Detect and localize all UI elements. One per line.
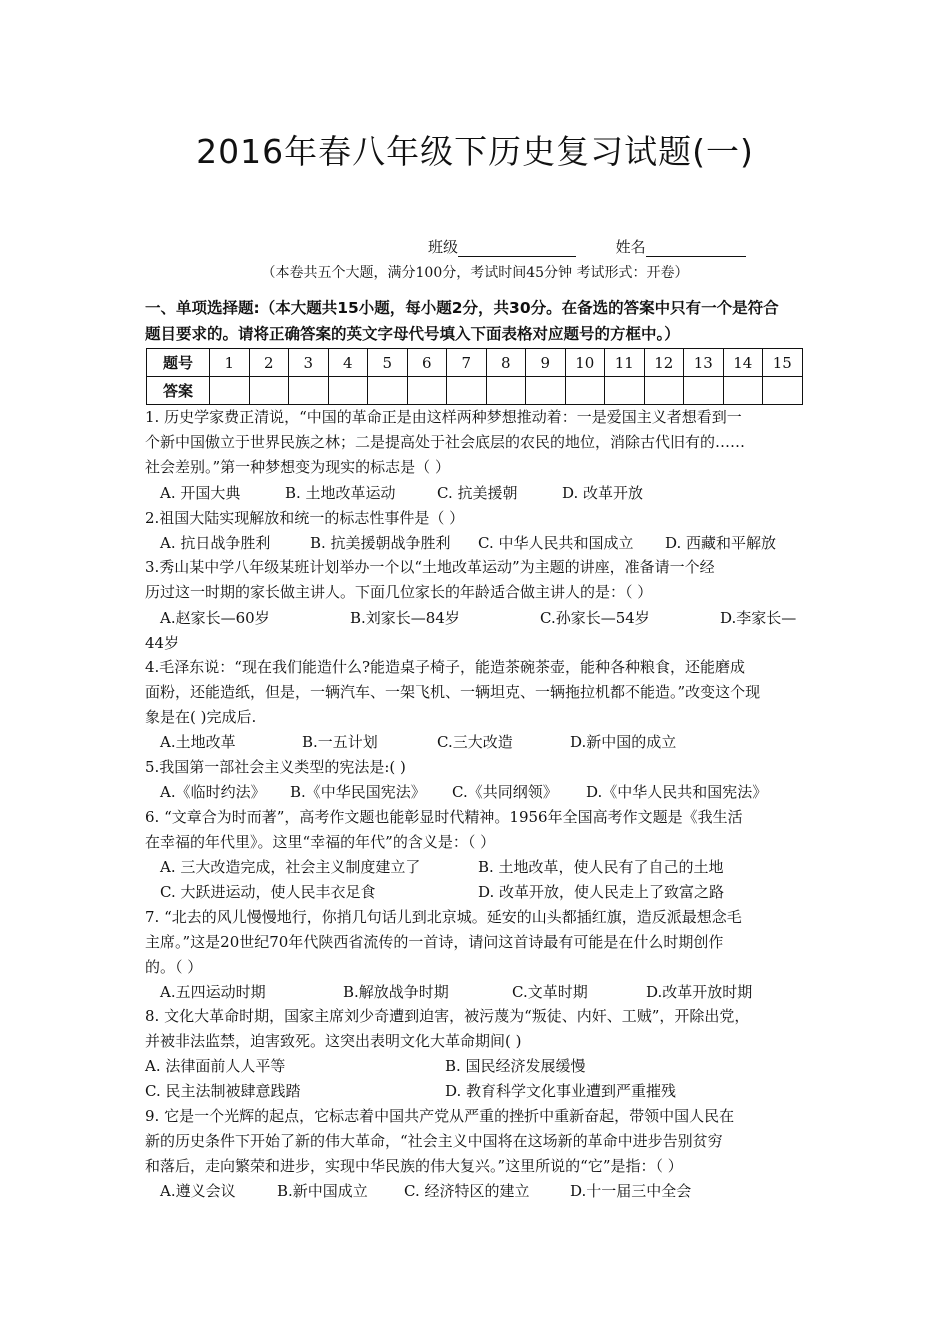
option-d: D.新中国的成立 bbox=[570, 733, 677, 751]
question-9-line: 9. 它是一个光辉的起点，它标志着中国共产党从严重的挫折中重新奋起，带领中国人民在 bbox=[145, 1107, 735, 1125]
question-2-line: 2.祖国大陆实现解放和统一的标志性事件是（ ） bbox=[145, 509, 465, 527]
answer-cell[interactable] bbox=[684, 377, 724, 405]
option-d: D.《中华人民共和国宪法》 bbox=[586, 783, 768, 801]
question-7-line: 的。（ ） bbox=[145, 958, 203, 976]
question-number: 15 bbox=[763, 349, 803, 377]
question-number: 9 bbox=[526, 349, 566, 377]
option-a: A. 三大改造完成，社会主义制度建立了 bbox=[160, 858, 421, 876]
option-c: C. 中华人民共和国成立 bbox=[478, 534, 634, 552]
option-b: B.刘家长—84岁 bbox=[350, 609, 460, 627]
option-c: C.孙家长—54岁 bbox=[540, 609, 650, 627]
option-a: A. 抗日战争胜利 bbox=[160, 534, 271, 552]
question-number: 10 bbox=[565, 349, 605, 377]
page-title: 2016年春八年级下历史复习试题(一) bbox=[196, 132, 754, 171]
answer-cell[interactable] bbox=[723, 377, 763, 405]
question-3-line: 3.秀山某中学八年级某班计划举办一个以“土地改革运动”为主题的讲座，准备请一个经 bbox=[145, 558, 715, 576]
question-number: 14 bbox=[723, 349, 763, 377]
answer-table-number-row bbox=[147, 349, 803, 377]
answer-cell[interactable] bbox=[328, 377, 368, 405]
question-number: 7 bbox=[447, 349, 487, 377]
option-d: D. 西藏和平解放 bbox=[665, 534, 777, 552]
option-b: B.《中华民国宪法》 bbox=[290, 783, 426, 801]
question-number: 6 bbox=[407, 349, 447, 377]
option-b: B. 抗美援朝战争胜利 bbox=[310, 534, 451, 552]
answer-cell[interactable] bbox=[249, 377, 289, 405]
option-b: B.新中国成立 bbox=[277, 1182, 368, 1200]
option-a: A.五四运动时期 bbox=[160, 983, 266, 1001]
option-d: D.李家长— bbox=[720, 609, 797, 627]
option-b: B. 土地改革，使人民有了自己的土地 bbox=[478, 858, 724, 876]
option-d: D. 改革开放，使人民走上了致富之路 bbox=[478, 883, 725, 901]
class-label: 班级 bbox=[428, 238, 459, 256]
option-c: C.三大改造 bbox=[437, 733, 513, 751]
name-label: 姓名 bbox=[615, 238, 646, 256]
option-c: C.文革时期 bbox=[512, 983, 588, 1001]
answer-table-answer-row bbox=[147, 377, 803, 405]
question-number: 2 bbox=[249, 349, 289, 377]
question-9-line: 新的历史条件下开始了新的伟大革命，“社会主义中国将在这场新的革命中进步告别贫穷 bbox=[145, 1132, 723, 1150]
option-c: C.《共同纲领》 bbox=[452, 783, 558, 801]
answer-cell[interactable] bbox=[210, 377, 250, 405]
answer-cell[interactable] bbox=[407, 377, 447, 405]
question-8-line: 并被非法监禁，迫害致死。这突出表明文化大革命期间( ) bbox=[145, 1032, 522, 1050]
question-4-line: 象是在( )完成后. bbox=[145, 708, 257, 726]
option-d: D. 教育科学文化事业遭到严重摧残 bbox=[445, 1082, 677, 1100]
option-d: D.改革开放时期 bbox=[646, 983, 753, 1001]
question-4-line: 4.毛泽东说：“现在我们能造什么?能造桌子椅子，能造茶碗茶壶，能种各种粮食，还能磨成 bbox=[145, 658, 746, 676]
option-a: A. 法律面前人人平等 bbox=[145, 1057, 286, 1075]
question-7-line: 主席。”这是20世纪70年代陕西省流传的一首诗，请问这首诗最有可能是在什么时期创作 bbox=[145, 933, 724, 951]
question-number: 11 bbox=[605, 349, 645, 377]
question-6-line: 在幸福的年代里》。这里“幸福的年代”的含义是：（ ） bbox=[145, 833, 496, 851]
question-1-line: 个新中国傲立于世界民族之林；二是提高处于社会底层的农民的地位，消除古代旧有的…… bbox=[145, 433, 746, 451]
option-a: A. 开国大典 bbox=[160, 484, 241, 502]
question-number: 8 bbox=[486, 349, 526, 377]
answer-row-label: 答案 bbox=[147, 377, 210, 405]
class-field[interactable] bbox=[458, 241, 576, 257]
question-9-line: 和落后，走向繁荣和进步，实现中华民族的伟大复兴。”这里所说的“它”是指：（ ） bbox=[145, 1157, 683, 1175]
answer-cell[interactable] bbox=[644, 377, 684, 405]
option-a: A.遵义会议 bbox=[160, 1182, 236, 1200]
answer-cell[interactable] bbox=[486, 377, 526, 405]
answer-cell[interactable] bbox=[289, 377, 329, 405]
answer-cell[interactable] bbox=[565, 377, 605, 405]
option-d: D. 改革开放 bbox=[562, 484, 644, 502]
question-7-line: 7. “北去的风儿慢慢地行，你捎几句话儿到北京城。延安的山头都插红旗，造反派最想念毛 bbox=[145, 908, 742, 926]
question-8-line: 8. 文化大革命时期，国家主席刘少奇遭到迫害，被污蔑为“叛徒、内奸、工贼”，开除出党， bbox=[145, 1007, 750, 1025]
question-3-line: 历过这一时期的家长做主讲人。下面几位家长的年龄适合做主讲人的是：（ ） bbox=[145, 583, 653, 601]
question-4-line: 面粉，还能造纸，但是，一辆汽车、一架飞机、一辆坦克、一辆拖拉机都不能造。”改变这个现 bbox=[145, 683, 761, 701]
answer-cell[interactable] bbox=[447, 377, 487, 405]
question-1-line: 社会差别。”第一种梦想变为现实的标志是（ ） bbox=[145, 458, 450, 476]
question-number: 12 bbox=[644, 349, 684, 377]
option-c: C. 民主法制被肆意践踏 bbox=[145, 1082, 301, 1100]
answer-table bbox=[146, 348, 803, 405]
option-b: B. 土地改革运动 bbox=[285, 484, 396, 502]
question-number: 5 bbox=[368, 349, 408, 377]
answer-cell[interactable] bbox=[763, 377, 803, 405]
question-1-line: 1. 历史学家费正清说，“中国的革命正是由这样两种梦想推动着：一是爱国主义者想看到一 bbox=[145, 408, 742, 426]
question-number: 3 bbox=[289, 349, 329, 377]
answer-cell[interactable] bbox=[368, 377, 408, 405]
option-a: A.《临时约法》 bbox=[160, 783, 266, 801]
option-c: C. 抗美援朝 bbox=[437, 484, 518, 502]
section-heading: 一、单项选择题:（本大题共15小题，每小题2分，共30分。在备选的答案中只有一个是符合 题目要求的。请将正确答案的英文字母代号填入下面表格对应题号的方框中。） bbox=[145, 299, 779, 343]
option-a: A.土地改革 bbox=[160, 733, 236, 751]
option-d: D.十一届三中全会 bbox=[570, 1182, 692, 1200]
class-name-line bbox=[428, 236, 746, 257]
option-c: C. 大跃进运动，使人民丰衣足食 bbox=[160, 883, 376, 901]
number-row-label: 题号 bbox=[147, 349, 210, 377]
question-number: 1 bbox=[210, 349, 250, 377]
option-a: A.赵家长—60岁 bbox=[160, 609, 270, 627]
question-5-line: 5.我国第一部社会主义类型的宪法是:( ) bbox=[145, 758, 406, 776]
name-field[interactable] bbox=[646, 241, 746, 257]
option-c: C. 经济特区的建立 bbox=[404, 1182, 530, 1200]
question-6-line: 6. “文章合为时而著”，高考作文题也能彰显时代精神。1956年全国高考作文题是《我生活 bbox=[145, 808, 743, 826]
answer-cell[interactable] bbox=[526, 377, 566, 405]
answer-cell[interactable] bbox=[605, 377, 645, 405]
option-b: B.解放战争时期 bbox=[343, 983, 449, 1001]
question-3-option-d-tail: 44岁 bbox=[145, 634, 180, 652]
question-number: 13 bbox=[684, 349, 724, 377]
option-b: B. 国民经济发展缓慢 bbox=[445, 1057, 586, 1075]
exam-note: （本卷共五个大题，满分100分，考试时间45分钟 考试形式：开卷） bbox=[261, 265, 689, 281]
option-b: B.一五计划 bbox=[302, 733, 378, 751]
question-number: 4 bbox=[328, 349, 368, 377]
